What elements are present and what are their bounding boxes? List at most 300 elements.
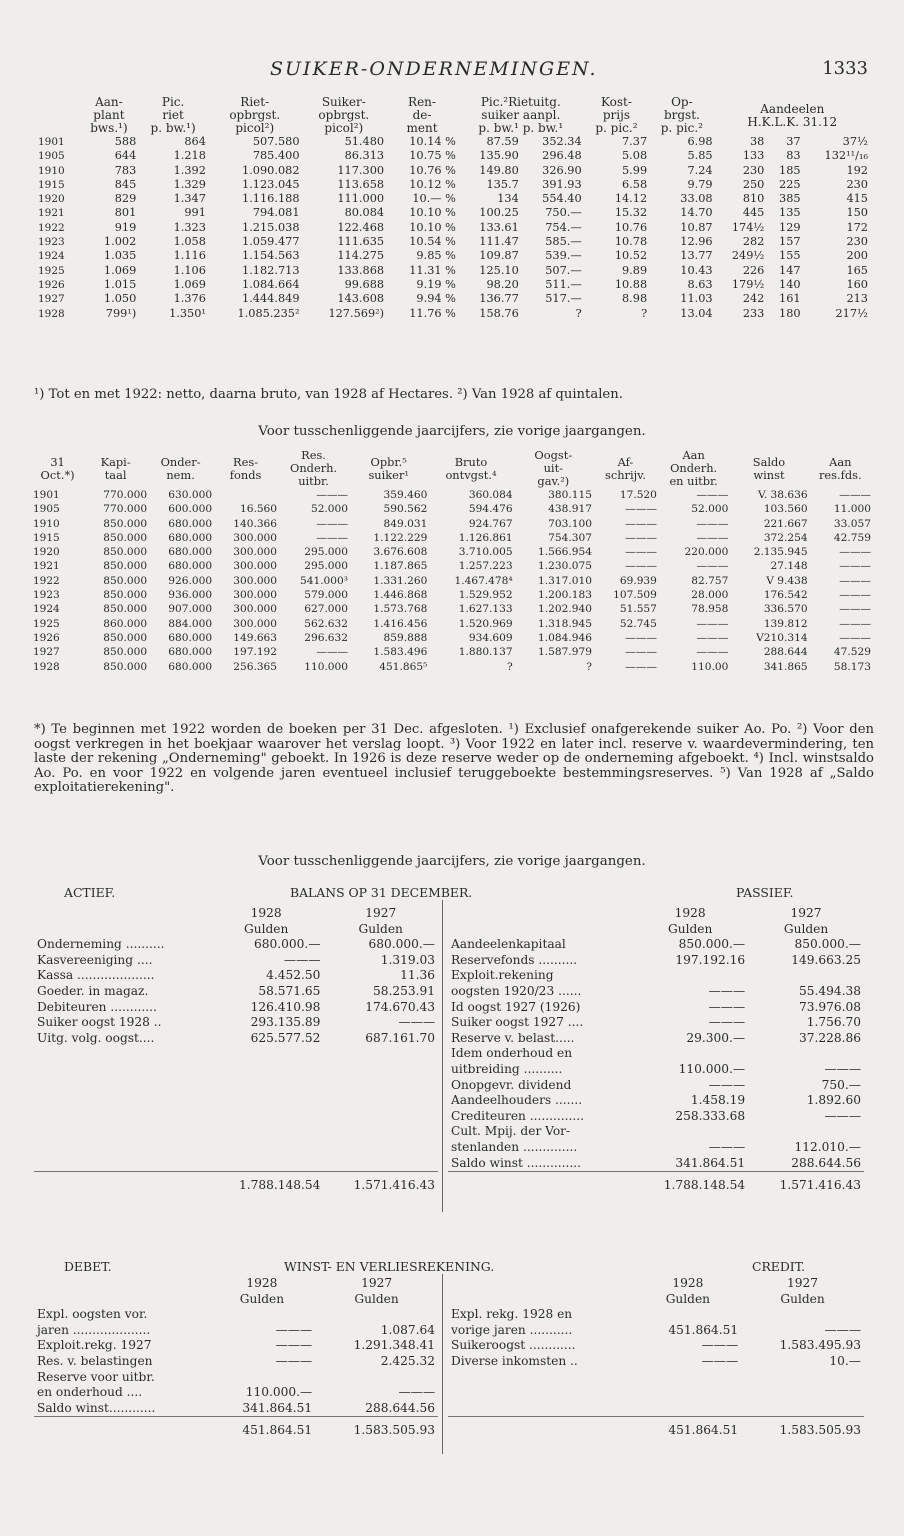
value-cell: ——— xyxy=(625,660,657,673)
table-row xyxy=(32,545,872,559)
value-cell: 52.000 xyxy=(691,503,729,516)
item-label: uitbreiding .......... xyxy=(451,1061,563,1076)
total-b: 1.571.416.43 xyxy=(323,1172,438,1194)
item-value: 680.000.— xyxy=(253,937,321,952)
value-cell: ——— xyxy=(839,617,871,630)
value-cell: 5.08 xyxy=(622,149,648,163)
value-cell: 135 xyxy=(779,206,801,220)
year-b: 1927 xyxy=(787,1276,819,1290)
value-cell: 799¹) xyxy=(105,306,137,320)
financial-table-note: *) Te beginnen met 1922 worden de boeken per 31 Dec. afgesloten. ¹) Exclusief onafgerekende suiker Ao. Po. ²) Voor den oogst verkregen in het boekjaar waarover het verslag loopt. ³) Voor 1922 en later incl. reserve v. waardevermindering, ten laste der rekening „Onderneming" geboekt. In 1926 is deze reserve weder op de onderneming afgeboekt. ⁴) Incl. winstsaldo Ao. Po. en voor 1922 en volgende jaren eventueel inclusief teruggeboekte bestemmingsreserves. ⁵) Van 1928 af „Saldo exploitatierekening". xyxy=(34,722,874,796)
item-value: ——— xyxy=(275,1353,313,1368)
value-cell: 627.000 xyxy=(304,603,349,616)
item-value: 110.000.— xyxy=(678,1061,746,1076)
year-cell: 1915 xyxy=(33,531,60,544)
list-item xyxy=(448,968,864,984)
value-cell: 87.59 xyxy=(486,135,519,148)
value-cell: 9.85 % xyxy=(416,249,456,263)
list-item xyxy=(34,1307,438,1323)
value-cell: 147 xyxy=(779,263,801,277)
item-value: ——— xyxy=(701,1353,739,1368)
value-cell: 372.254 xyxy=(763,531,808,544)
value-cell: 52.745 xyxy=(619,617,657,630)
total-label xyxy=(448,1417,635,1439)
value-cell: 3.676.608 xyxy=(373,546,428,559)
item-label: Debiteuren ............ xyxy=(37,999,157,1014)
year-a: 1928 xyxy=(672,1276,704,1290)
value-cell: 359.460 xyxy=(383,489,428,501)
year-cell: 1925 xyxy=(33,617,60,630)
value-cell: 300.000 xyxy=(233,560,278,573)
list-item xyxy=(34,1031,438,1047)
value-cell: ? xyxy=(506,660,513,673)
item-label: Exploit.rekening xyxy=(451,968,554,983)
value-cell: 111.635 xyxy=(337,235,385,249)
value-cell: 1.059.477 xyxy=(242,235,300,249)
table-row xyxy=(32,559,872,573)
value-cell: 296.48 xyxy=(542,149,582,163)
header-row xyxy=(36,96,870,135)
balance-divider xyxy=(442,900,443,1212)
year-header-row xyxy=(34,1276,438,1292)
value-cell: 8.63 xyxy=(687,277,713,291)
item-label: Reservefonds .......... xyxy=(451,952,578,967)
value-cell: 385 xyxy=(779,192,801,206)
list-item xyxy=(448,1078,864,1094)
spacer-cell xyxy=(34,1046,438,1062)
item-label: Aandeelhouders ....... xyxy=(451,1093,583,1108)
value-cell: 158.76 xyxy=(479,306,519,320)
year-cell: 1905 xyxy=(33,503,60,516)
item-label: Suikeroogst ............ xyxy=(451,1338,576,1353)
list-item xyxy=(448,1124,864,1140)
unit-a: Gulden xyxy=(668,921,713,936)
value-cell: 754.307 xyxy=(548,531,592,544)
value-cell: 600.000 xyxy=(168,503,213,516)
balance-title: BALANS OP 31 DECEMBER. xyxy=(290,885,473,900)
item-value: ——— xyxy=(398,1385,435,1400)
blank-cell xyxy=(34,1276,209,1292)
spacer-row xyxy=(34,1093,438,1109)
value-cell: 884.000 xyxy=(168,617,213,630)
item-label: Onderneming .......... xyxy=(37,937,165,952)
value-cell: 139.812 xyxy=(763,617,808,630)
table-row xyxy=(36,221,870,235)
header-cell: Af- schrijv. xyxy=(604,454,646,482)
blank-cell xyxy=(34,922,209,938)
table-row xyxy=(36,278,870,292)
value-cell: 136.77 xyxy=(479,292,519,306)
year-cell: 1920 xyxy=(33,546,60,559)
unit-a: Gulden xyxy=(665,1291,711,1306)
value-cell: 850.000 xyxy=(103,589,148,602)
item-value: 1.087.64 xyxy=(380,1322,435,1337)
item-value: 11.36 xyxy=(400,968,435,983)
value-cell: 924.767 xyxy=(468,517,513,530)
value-cell: 1.123.045 xyxy=(242,177,300,191)
value-cell: 80.084 xyxy=(344,206,385,220)
value-cell: 42.759 xyxy=(833,531,871,544)
value-cell: ——— xyxy=(316,517,349,530)
item-value: 1.291.348.41 xyxy=(353,1338,435,1353)
production-see-previous: Voor tusschenliggende jaarcijfers, zie vorige jaargangen. xyxy=(258,424,646,439)
item-value: 174.670.43 xyxy=(365,999,435,1014)
value-cell: 10.76 % xyxy=(409,163,456,177)
item-value: 341.864.51 xyxy=(675,1155,746,1170)
item-value xyxy=(632,1046,748,1062)
list-item xyxy=(34,953,438,969)
value-cell: 33.057 xyxy=(833,517,871,530)
value-cell: 10.14 % xyxy=(409,135,456,148)
item-value xyxy=(209,1370,315,1386)
value-cell: 133.868 xyxy=(337,263,385,277)
value-cell: 1.154.563 xyxy=(242,249,300,263)
value-cell: 562.632 xyxy=(304,617,349,630)
value-cell: 517.— xyxy=(545,292,582,306)
item-value: 112.010.— xyxy=(794,1139,861,1154)
value-cell: 1.587.979 xyxy=(538,646,592,659)
item-label: oogsten 1920/23 ...... xyxy=(451,983,582,998)
spacer-cell xyxy=(448,1385,864,1401)
item-value: ——— xyxy=(708,983,746,998)
value-cell: 10.78 xyxy=(614,235,648,249)
value-cell: 991 xyxy=(184,206,206,220)
value-cell: 111.000 xyxy=(337,192,385,206)
value-cell: 1.444.849 xyxy=(242,292,300,306)
value-cell: 1.520.969 xyxy=(458,617,513,630)
item-label: Kasvereeniging .... xyxy=(37,952,153,967)
item-value xyxy=(209,1307,315,1323)
value-cell: 680.000 xyxy=(168,517,213,530)
value-cell: ——— xyxy=(625,646,657,659)
spacer-row xyxy=(34,1156,438,1172)
spacer-row xyxy=(34,1109,438,1125)
unit-header-row xyxy=(448,1292,864,1308)
item-value: 29.300.— xyxy=(686,1030,746,1045)
table-row xyxy=(36,206,870,220)
total-row xyxy=(34,1417,438,1439)
year-cell: 1924 xyxy=(33,603,60,616)
value-cell: 15.32 xyxy=(614,206,648,220)
list-item xyxy=(34,1000,438,1016)
value-cell: 51.480 xyxy=(344,135,385,148)
item-value: ——— xyxy=(701,1338,739,1353)
value-cell: ——— xyxy=(839,574,871,587)
unit-header-row xyxy=(34,1292,438,1308)
value-cell: 129 xyxy=(779,220,801,234)
value-cell: 100.25 xyxy=(479,206,519,220)
value-cell: 352.34 xyxy=(542,135,582,148)
header-cell: Saldo winst xyxy=(752,454,786,482)
item-value: ——— xyxy=(283,952,321,967)
header-cell-blank xyxy=(36,96,80,135)
item-value: ——— xyxy=(824,1108,861,1123)
value-cell: 37½ xyxy=(842,135,868,148)
spacer-row xyxy=(34,1062,438,1078)
item-value: 4.452.50 xyxy=(266,968,321,983)
value-cell: 300.000 xyxy=(233,617,278,630)
header-cell: Oogst- uit- gav.²) xyxy=(534,448,573,488)
value-cell: 180 xyxy=(779,306,801,320)
item-label: Expl. rekg. 1928 en xyxy=(451,1307,573,1322)
value-cell: ——— xyxy=(696,617,729,630)
item-value: 288.644.56 xyxy=(791,1155,861,1170)
value-cell: 579.000 xyxy=(304,589,349,602)
value-cell: 296.632 xyxy=(304,631,349,644)
value-cell: 9.94 % xyxy=(416,292,456,306)
header-cell: Aan res.fds. xyxy=(818,454,862,482)
value-cell: 288.644 xyxy=(763,646,808,659)
value-cell: 226 xyxy=(742,263,765,277)
value-cell: 155 xyxy=(779,249,801,263)
item-label: Exploit.rekg. 1927 xyxy=(37,1338,152,1353)
spacer-cell xyxy=(34,1156,438,1172)
value-cell: 10.10 % xyxy=(409,220,456,234)
year-cell: 1928 xyxy=(33,660,60,673)
header-cell: Res. Onderh. uitbr. xyxy=(289,448,338,488)
spacer-cell xyxy=(34,1124,438,1140)
header-cell: Aan- plant bws.¹) xyxy=(90,95,128,135)
value-cell: 220.000 xyxy=(684,546,729,559)
item-value: 1.583.495.93 xyxy=(779,1338,861,1353)
item-value: 197.192.16 xyxy=(675,952,746,967)
table-row xyxy=(36,178,870,192)
value-cell: 783 xyxy=(114,163,137,177)
item-value xyxy=(315,1370,438,1386)
value-cell: 143.608 xyxy=(337,292,385,306)
value-cell: 11.31 % xyxy=(409,263,456,277)
value-cell: 150 xyxy=(846,206,868,220)
value-cell: 864 xyxy=(184,135,206,148)
value-cell: 794.081 xyxy=(252,206,300,220)
list-item xyxy=(34,1401,438,1417)
value-cell: 13.04 xyxy=(680,306,713,320)
value-cell: 213 xyxy=(846,292,868,306)
value-cell: 1.529.952 xyxy=(458,589,513,602)
value-cell: ——— xyxy=(625,517,657,530)
value-cell: 1.583.496 xyxy=(373,646,428,659)
total-row xyxy=(448,1417,864,1439)
value-cell: 680.000 xyxy=(168,660,213,673)
year-header-row xyxy=(34,906,438,922)
value-cell: 336.570 xyxy=(763,603,808,616)
year-b: 1927 xyxy=(365,906,397,920)
header-cell: Riet- opbrgst. picol²) xyxy=(229,95,281,135)
value-cell: 111.47 xyxy=(479,235,519,249)
item-value xyxy=(632,968,748,984)
year-a: 1928 xyxy=(250,906,282,920)
value-cell: ——— xyxy=(625,631,657,644)
value-cell: 114.275 xyxy=(337,249,385,263)
value-cell: 7.24 xyxy=(687,163,713,177)
value-cell: 1.122.229 xyxy=(373,531,428,544)
year-cell: 1922 xyxy=(38,221,65,234)
value-cell: 680.000 xyxy=(168,646,213,659)
value-cell: 850.000 xyxy=(103,517,148,530)
value-cell: 1.329 xyxy=(173,177,206,191)
year-cell: 1925 xyxy=(38,264,65,277)
value-cell: 1.331.260 xyxy=(373,574,428,587)
year-cell: 1901 xyxy=(33,489,60,501)
value-cell: 172 xyxy=(846,220,868,234)
value-cell: 300.000 xyxy=(233,574,278,587)
value-cell: 69.939 xyxy=(619,574,657,587)
item-value: 625.577.52 xyxy=(250,1030,321,1045)
item-label: Idem onderhoud en xyxy=(451,1046,573,1061)
value-cell: 5.99 xyxy=(622,163,648,177)
value-cell: 179½ xyxy=(731,277,765,291)
list-item xyxy=(34,984,438,1000)
item-value: 2.425.32 xyxy=(380,1353,435,1368)
financial-table xyxy=(32,449,872,674)
list-item xyxy=(34,937,438,953)
spacer-row xyxy=(34,1124,438,1140)
table-row xyxy=(36,264,870,278)
value-cell: 1.085.235² xyxy=(237,306,300,320)
spacer-cell xyxy=(34,1109,438,1125)
list-item xyxy=(448,1046,864,1062)
value-cell: V210.314 xyxy=(756,631,808,644)
value-cell: 10.12 % xyxy=(409,177,456,191)
item-value: 149.663.25 xyxy=(791,952,861,967)
value-cell: ——— xyxy=(696,631,729,644)
pl-debit xyxy=(34,1276,438,1439)
value-cell: 132¹¹/₁₆ xyxy=(824,149,868,163)
header-cell: Kapi- taal xyxy=(100,454,131,482)
value-cell: 157 xyxy=(779,235,801,249)
header-cell: Res- fonds xyxy=(229,454,262,482)
table-row xyxy=(32,502,872,516)
item-value: ——— xyxy=(275,1322,313,1337)
value-cell: ——— xyxy=(696,531,729,544)
value-cell: 644 xyxy=(114,149,137,163)
value-cell: 250 xyxy=(742,177,765,191)
spacer-cell xyxy=(448,1401,864,1417)
item-label: Aandeelenkapitaal xyxy=(451,937,566,952)
value-cell: 2.135.945 xyxy=(753,546,808,559)
table-row xyxy=(36,292,870,306)
value-cell: 165 xyxy=(846,263,868,277)
balance-left-label: ACTIEF. xyxy=(64,885,116,900)
item-value: 110.000.— xyxy=(245,1385,313,1400)
value-cell: 300.000 xyxy=(233,546,278,559)
value-cell: 934.609 xyxy=(468,631,513,644)
value-cell: 47.529 xyxy=(833,646,871,659)
value-cell: 770.000 xyxy=(103,489,148,501)
value-cell: 176.542 xyxy=(763,589,808,602)
value-cell: ——— xyxy=(316,646,349,659)
value-cell: 149.663 xyxy=(233,631,278,644)
table-row xyxy=(36,192,870,206)
item-label: Uitg. volg. oogst.... xyxy=(37,1030,155,1045)
table-row xyxy=(36,307,870,321)
value-cell: 221.667 xyxy=(763,517,808,530)
total-a: 451.864.51 xyxy=(209,1417,315,1439)
value-cell: 585.— xyxy=(545,235,582,249)
item-value: 1.756.70 xyxy=(806,1015,861,1030)
header-cell: Aan Onderh. en uitbr. xyxy=(669,448,718,488)
value-cell: 1.116 xyxy=(173,249,206,263)
header-row xyxy=(32,449,872,488)
value-cell: 1.084.664 xyxy=(242,277,300,291)
item-value: 687.161.70 xyxy=(365,1030,435,1045)
item-value: 451.864.51 xyxy=(668,1322,739,1337)
list-item xyxy=(448,1031,864,1047)
item-label: Suiker oogst 1928 .. xyxy=(37,1015,162,1030)
list-item xyxy=(448,1140,864,1156)
value-cell: 1.392 xyxy=(173,163,206,177)
value-cell: ? xyxy=(575,306,582,320)
year-a: 1928 xyxy=(246,1276,278,1290)
item-value: ——— xyxy=(824,1061,861,1076)
value-cell: 1.350¹ xyxy=(169,306,206,320)
item-value xyxy=(635,1307,742,1323)
value-cell: 10.76 xyxy=(614,220,648,234)
year-cell: 1928 xyxy=(38,307,65,320)
year-cell: 1923 xyxy=(38,236,65,249)
value-cell: 1.090.082 xyxy=(242,163,300,177)
value-cell: 859.888 xyxy=(383,631,428,644)
value-cell: ——— xyxy=(696,646,729,659)
total-b: 1.583.505.93 xyxy=(315,1417,438,1439)
value-cell: 588 xyxy=(114,135,137,148)
header-cell: Op- brgst. p. pic.² xyxy=(660,95,703,135)
list-item xyxy=(34,1338,438,1354)
value-cell: 10.— % xyxy=(412,192,456,206)
table-row xyxy=(36,235,870,249)
spacer-cell xyxy=(34,1093,438,1109)
value-cell: 103.560 xyxy=(763,503,808,516)
spacer-row xyxy=(448,1370,864,1386)
item-value: 58.571.65 xyxy=(258,983,321,998)
value-cell: 541.000³ xyxy=(299,574,349,587)
value-cell: 300.000 xyxy=(233,531,278,544)
value-cell: 1.347 xyxy=(173,192,206,206)
value-cell: ——— xyxy=(839,603,871,616)
value-cell: 850.000 xyxy=(103,660,148,673)
blank-cell xyxy=(34,1292,209,1308)
value-cell: 1.218 xyxy=(173,149,206,163)
blank-cell xyxy=(448,922,632,938)
value-cell: 1.116.188 xyxy=(242,192,300,206)
item-value: 1.319.03 xyxy=(380,952,435,967)
value-cell: 1.566.954 xyxy=(538,546,592,559)
value-cell: 192 xyxy=(846,163,868,177)
header-cell: Suiker- opbrgst. picol²) xyxy=(318,95,370,135)
value-cell: 594.476 xyxy=(468,503,513,516)
total-row xyxy=(448,1172,864,1194)
table-row xyxy=(36,149,870,163)
item-value: 58.253.91 xyxy=(372,983,435,998)
table-row xyxy=(32,617,872,631)
item-value: 293.135.89 xyxy=(250,1015,321,1030)
value-cell: 38 xyxy=(750,135,765,148)
production-table xyxy=(36,96,870,321)
value-cell: 10.43 xyxy=(680,263,713,277)
value-cell: 1.202.940 xyxy=(538,603,592,616)
value-cell: 1.050 xyxy=(103,292,137,306)
value-cell: 230 xyxy=(846,235,868,249)
total-a: 451.864.51 xyxy=(635,1417,742,1439)
header-cell: Pic.²Rietuitg. suiker aanpl. p. bw.¹ p. bw.¹ xyxy=(478,95,564,135)
value-cell: ——— xyxy=(625,546,657,559)
value-cell: 140 xyxy=(779,277,801,291)
value-cell: 230 xyxy=(742,163,765,177)
item-label: Id oogst 1927 (1926) xyxy=(451,999,581,1014)
value-cell: 554.40 xyxy=(542,192,582,206)
value-cell: 217½ xyxy=(835,306,868,320)
value-cell: 391.93 xyxy=(542,177,582,191)
